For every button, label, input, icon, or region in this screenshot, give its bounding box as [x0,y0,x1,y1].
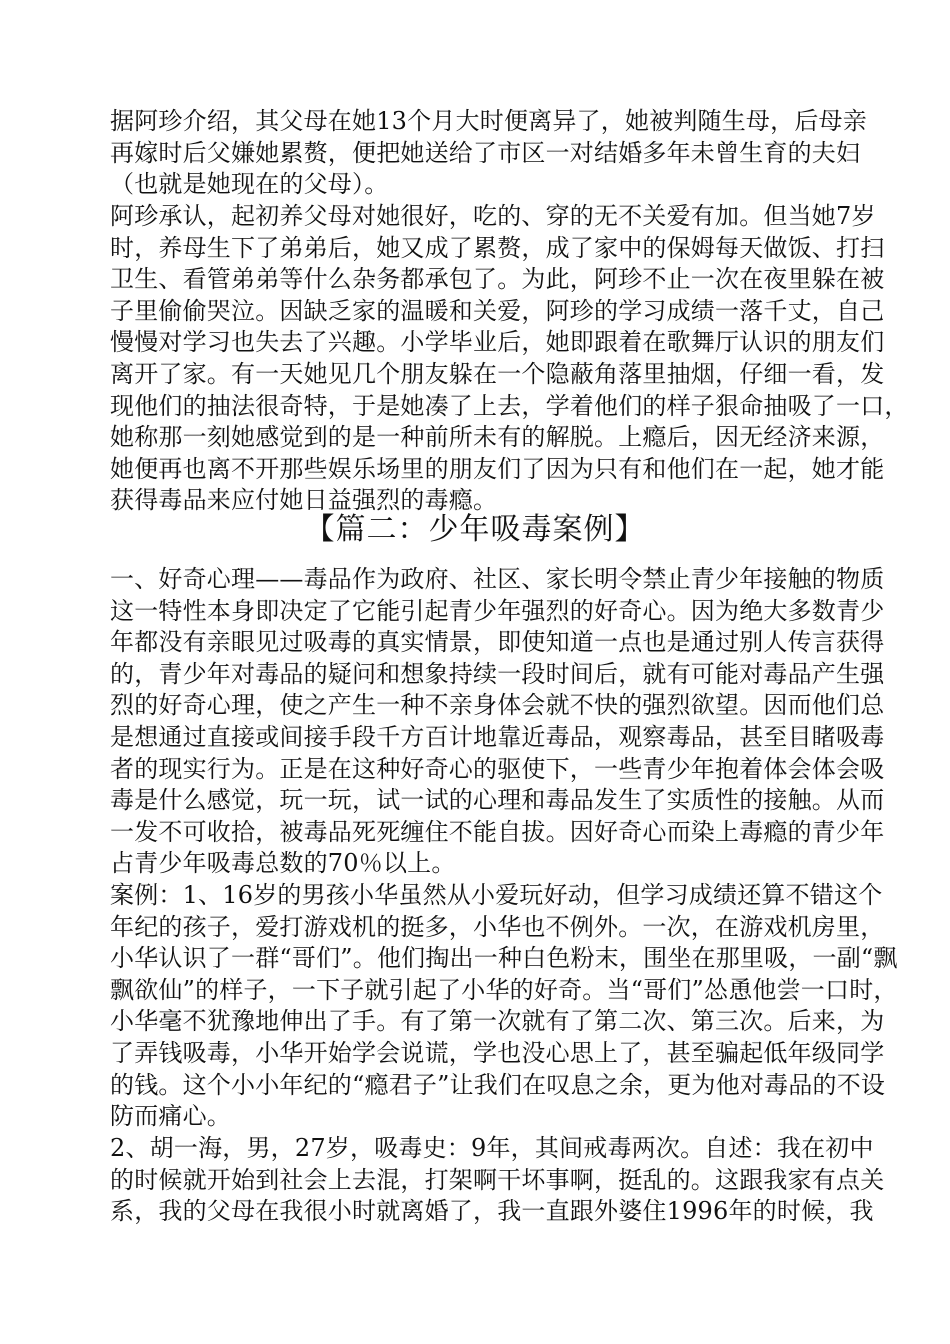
text-line: 的钱。这个小小年纪的“瘾君子”让我们在叹息之余，更为他对毒品的不设 [110,1070,886,1099]
text-line: 飘欲仙”的样子，一下子就引起了小华的好奇。当“哥们”怂恿他尝一口时， [110,975,898,1004]
text-line: 年纪的孩子，爱打游戏机的挺多，小华也不例外。一次，在游戏机房里， [110,912,885,941]
text-line: 获得毒品来应付她日益强烈的毒瘾。 [110,486,498,515]
text-line: 子里偷偷哭泣。因缺乏家的温暖和关爱，阿珍的学习成绩一落千丈，自己 [110,296,885,325]
text-line: （也就是她现在的父母）。 [110,170,389,199]
text-line: 2、胡一海，男，27岁，吸毒史：9年，其间戒毒两次。自述：我在初中 [110,1134,874,1162]
paragraph-azhen [110,201,909,517]
text-line: 毒是什么感觉，玩一玩，试一试的心理和毒品发生了实质性的接触。从而 [110,786,885,815]
text-line: 的时候就开始到社会上去混，打架啊干坏事啊，挺乱的。这跟我家有点关 [110,1165,885,1194]
text-line: 这一特性本身即决定了它能引起青少年强烈的好奇心。因为绝大多数青少 [110,596,885,625]
text-line: 一发不可收拾，被毒品死死缠住不能自拔。因好奇心而染上毒瘾的青少年 [110,817,885,846]
text-line: 慢慢对学习也失去了兴趣。小学毕业后，她即跟着在歌舞厅认识的朋友们 [110,328,885,357]
text-line: 了弄钱吸毒，小华开始学会说谎，学也没心思上了，甚至骗起低年级同学 [110,1038,885,1067]
paragraph-intro [110,106,870,201]
text-line: 烈的好奇心理，使之产生一种不亲身体会就不快的强烈欲望。因而他们总 [110,691,885,720]
text-line: 卫生、看管弟弟等什么杂务都承包了。为此，阿珍不止一次在夜里躲在被 [110,265,885,294]
text-line: 她称那一刻她感觉到的是一种前所未有的解脱。上瘾后，因无经济来源， [110,423,885,452]
paragraph-case-1 [110,880,898,1133]
section-heading: 【篇二：少年吸毒案例】 [304,512,646,547]
text-line: 是想通过直接或间接手段千方百计地靠近毒品，观察毒品，甚至目睹吸毒 [110,722,885,751]
text-line: 占青少年吸毒总数的70％以上。 [110,849,456,878]
text-line: 据阿珍介绍，其父母在她13个月大时便离异了，她被判随生母，后母亲 [110,107,867,135]
text-line: 再嫁时后父嫌她累赘，便把她送给了市区一对结婚多年未曾生育的夫妇 [110,138,861,167]
text-line: 离开了家。有一天她见几个朋友躲在一个隐蔽角落里抽烟，仔细一看，发 [110,359,885,388]
text-line: 阿珍承认，起初养父母对她很好，吃的、穿的无不关爱有加。但当她7岁 [110,202,876,230]
text-line: 者的现实行为。正是在这种好奇心的驱使下，一些青少年抱着体会体会吸 [110,754,885,783]
text-line: 时，养母生下了弟弟后，她又成了累赘，成了家中的保姆每天做饭、打扫 [110,233,885,262]
paragraph-curiosity [110,564,885,880]
text-line: 现他们的抽法很奇特，于是她凑了上去，学着他们的样子狠命抽吸了一口， [110,391,909,420]
text-line: 小华毫不犹豫地伸出了手。有了第一次就有了第二次、第三次。后来，为 [110,1007,885,1036]
text-line: 的，青少年对毒品的疑问和想象持续一段时间后，就有可能对毒品产生强 [110,659,885,688]
text-line: 防而痛心。 [110,1102,231,1131]
text-line: 她便再也离不开那些娱乐场里的朋友们了因为只有和他们在一起，她才能 [110,454,885,483]
text-line: 年都没有亲眼见过吸毒的真实情景，即使知道一点也是通过别人传言获得 [110,628,885,657]
text-line: 一、好奇心理——毒品作为政府、社区、家长明令禁止青少年接触的物质 [110,565,885,593]
text-line: 系，我的父母在我很小时就离婚了，我一直跟外婆住1996年的时候，我 [110,1197,874,1226]
paragraph-case-2 [110,1133,885,1228]
text-line: 案例：1、16岁的男孩小华虽然从小爱玩好动，但学习成绩还算不错这个 [110,881,883,909]
text-line: 小华认识了一群“哥们”。他们掏出一种白色粉末，围坐在那里吸，一副“飘 [110,944,898,973]
